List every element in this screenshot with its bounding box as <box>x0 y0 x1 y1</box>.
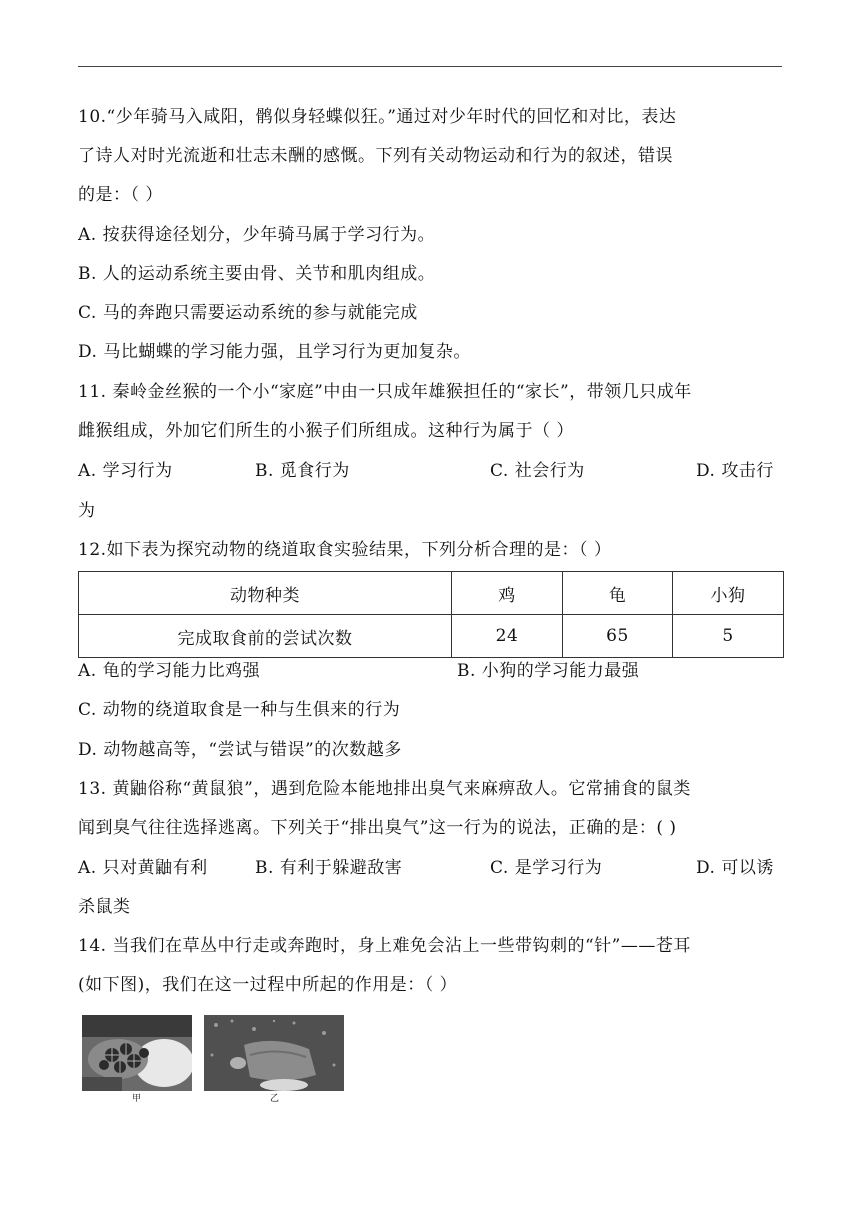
q14-stem-line1: 14. 当我们在草丛中行走或奔跑时，身上难免会沾上一些带钩刺的“针”——苍耳 <box>78 936 691 956</box>
q10-stem-line3: 的是：（ ） <box>78 185 163 205</box>
table-header-cell: 小狗 <box>673 572 784 615</box>
q10-option-b: B. 人的运动系统主要由骨、关节和肌肉组成。 <box>78 264 436 284</box>
caption-yi: 乙 <box>270 1094 280 1104</box>
q13-option-a: A. 只对黄鼬有利 <box>78 858 208 878</box>
table-cell: 24 <box>452 615 563 658</box>
table-cell: 5 <box>673 615 784 658</box>
q13-option-d: D. 可以诱 <box>696 858 774 878</box>
caption-jia: 甲 <box>132 1094 142 1104</box>
q13-option-b: B. 有利于躲避敌害 <box>255 858 403 878</box>
table-row <box>79 615 784 658</box>
photo-yi <box>204 1015 344 1104</box>
q10-stem-line1: 10.“少年骑马入咸阳，鹘似身轻蝶似狂。”通过对少年时代的回忆和对比，表达 <box>78 107 677 127</box>
experiment-table <box>78 571 784 658</box>
q10-option-c: C. 马的奔跑只需要运动系统的参与就能完成 <box>78 303 418 323</box>
q13-option-c: C. 是学习行为 <box>490 858 603 878</box>
q10-option-a: A. 按获得途径划分，少年骑马属于学习行为。 <box>78 225 436 245</box>
q12-option-b: B. 小狗的学习能力最强 <box>457 661 640 681</box>
q10-stem-line2: 了诗人对时光流逝和壮志未酬的感慨。下列有关动物运动和行为的叙述，错误 <box>78 146 673 166</box>
table-header-cell: 动物种类 <box>79 572 452 615</box>
table-header-row <box>79 572 784 615</box>
q12-option-d: D. 动物越高等，“尝试与错误”的次数越多 <box>78 740 402 760</box>
q11-option-d-wrap: 为 <box>78 501 96 521</box>
table-cell: 65 <box>563 615 673 658</box>
q12-stem-line1: 12.如下表为探究动物的绕道取食实验结果，下列分析合理的是：（ ） <box>78 540 612 560</box>
table-header-cell: 龟 <box>563 572 673 615</box>
photo-jia <box>82 1015 192 1104</box>
q14-stem-line2: (如下图)，我们在这一过程中所起的作用是：（ ） <box>78 975 458 995</box>
header-rule <box>78 66 782 67</box>
q11-option-a: A. 学习行为 <box>78 461 173 481</box>
q11-option-c: C. 社会行为 <box>490 461 585 481</box>
table-header-cell: 鸡 <box>452 572 563 615</box>
q13-stem-line2: 闻到臭气往往选择逃离。下列关于“排出臭气”这一行为的说法，正确的是：( ) <box>78 818 677 838</box>
q13-option-d-wrap: 杀鼠类 <box>78 897 131 917</box>
q11-option-d: D. 攻击行 <box>696 461 774 481</box>
q11-stem-line2: 雌猴组成，外加它们所生的小猴子们所组成。这种行为属于（ ） <box>78 421 574 441</box>
table-cell: 完成取食前的尝试次数 <box>79 615 452 658</box>
q11-stem-line1: 11. 秦岭金丝猴的一个小“家庭”中由一只成年雄猴担任的“家长”，带领几只成年 <box>78 382 692 402</box>
q12-option-c: C. 动物的绕道取食是一种与生俱来的行为 <box>78 700 401 720</box>
q12-option-a: A. 龟的学习能力比鸡强 <box>78 661 261 681</box>
q13-stem-line1: 13. 黄鼬俗称“黄鼠狼”，遇到危险本能地排出臭气来麻痹敌人。它常捕食的鼠类 <box>78 779 691 799</box>
q11-option-b: B. 觅食行为 <box>255 461 350 481</box>
q10-option-d: D. 马比蝴蝶的学习能力强，且学习行为更加复杂。 <box>78 342 471 362</box>
